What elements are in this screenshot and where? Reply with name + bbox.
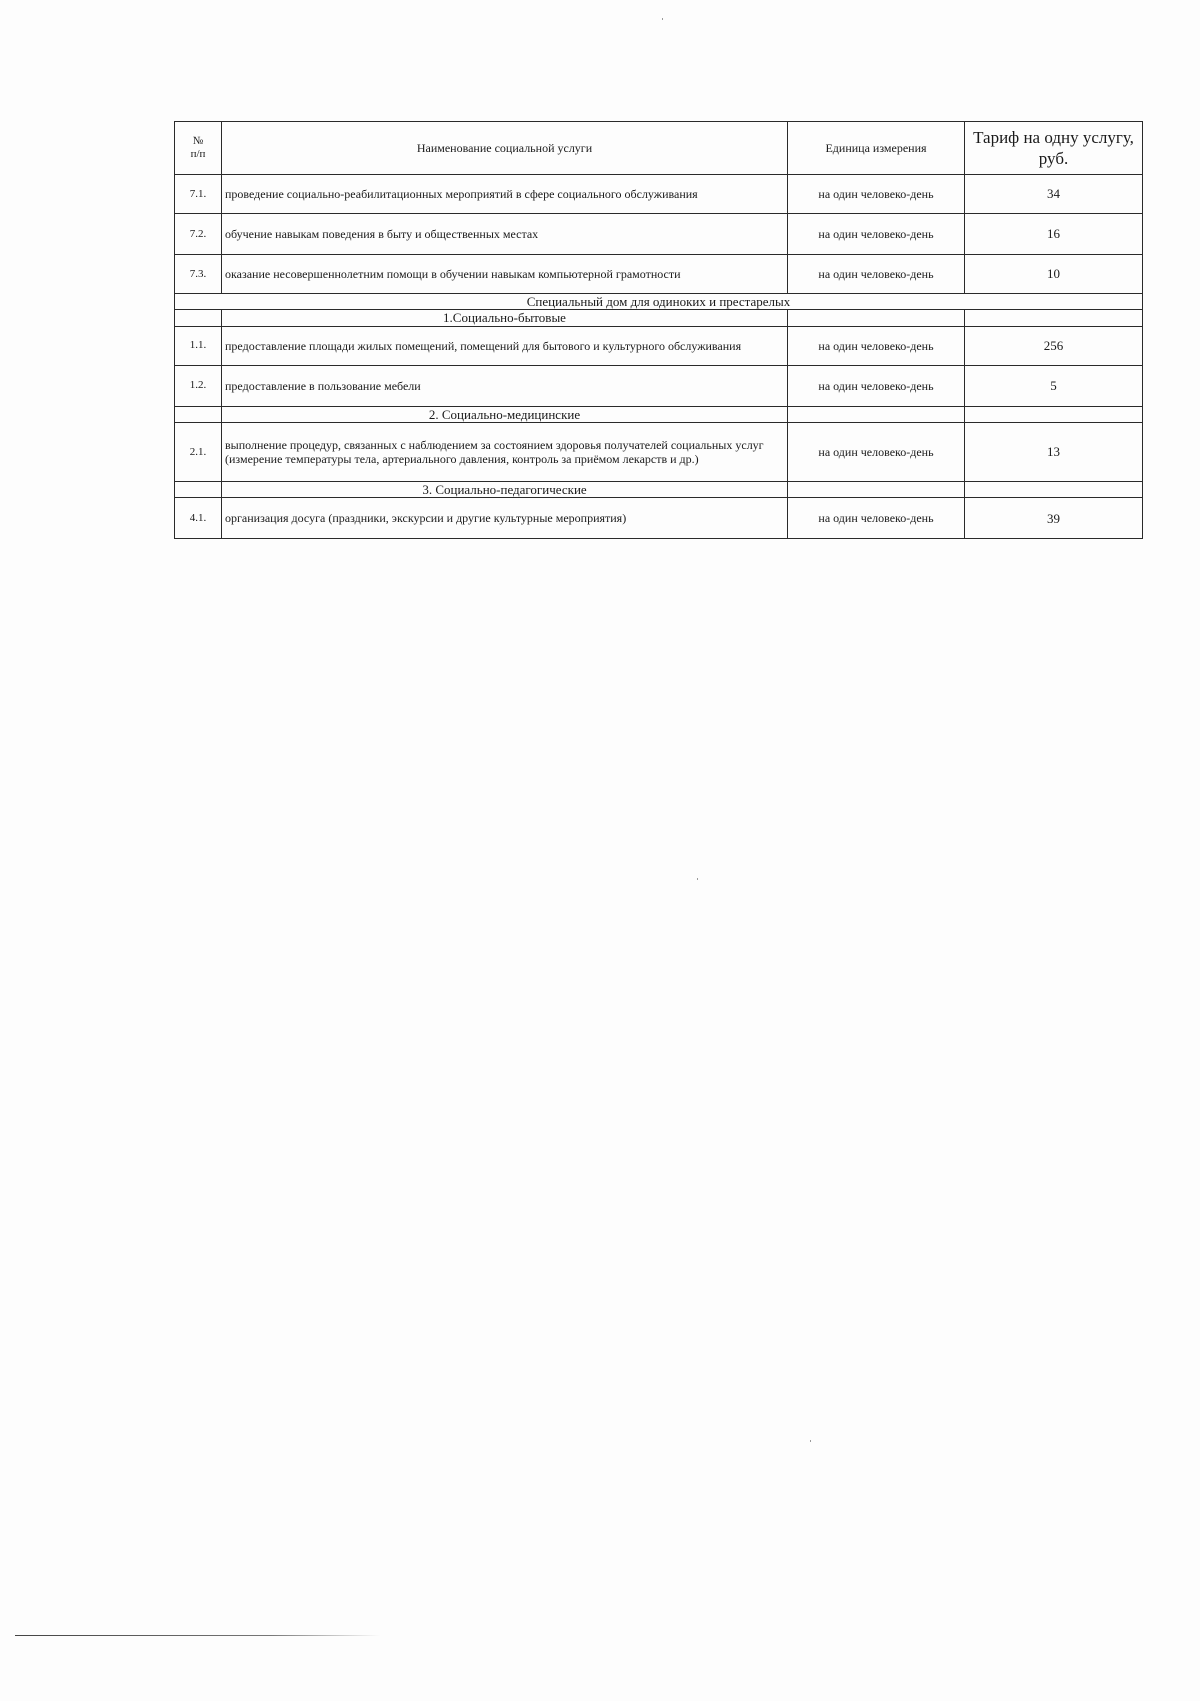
header-unit: Единица измерения <box>788 122 965 175</box>
row-price: 10 <box>965 255 1143 294</box>
section-empty-cell <box>175 406 222 422</box>
institution-title: Специальный дом для одиноких и престарелых <box>175 294 1143 310</box>
row-price: 39 <box>965 498 1143 539</box>
row-number: 7.1. <box>175 175 222 214</box>
row-price: 34 <box>965 175 1143 214</box>
table-row <box>175 326 1143 365</box>
section-empty-cell <box>788 406 965 422</box>
section-title: 2. Социально-медицинские <box>222 406 788 422</box>
table-header-row <box>175 122 1143 175</box>
section-empty-cell <box>965 406 1143 422</box>
row-unit: на один человеко-день <box>788 326 965 365</box>
section-empty-cell <box>175 481 222 497</box>
row-unit: на один человеко-день <box>788 498 965 539</box>
row-unit: на один человеко-день <box>788 365 965 406</box>
section-title: 1.Социально-бытовые <box>222 310 788 326</box>
row-service-name: проведение социально-реабилитационных мероприятий в сфере социального обслуживания <box>222 175 788 214</box>
row-price: 13 <box>965 422 1143 481</box>
row-number: 4.1. <box>175 498 222 539</box>
table-row <box>175 214 1143 255</box>
row-price: 5 <box>965 365 1143 406</box>
section-header-row <box>175 481 1143 497</box>
row-price: 16 <box>965 214 1143 255</box>
table-row <box>175 175 1143 214</box>
row-service-name: оказание несовершеннолетним помощи в обучении навыкам компьютерной грамотности <box>222 255 788 294</box>
table-row <box>175 498 1143 539</box>
row-service-name: организация досуга (праздники, экскурсии и другие культурные мероприятия) <box>222 498 788 539</box>
row-service-name: предоставление в пользование мебели <box>222 365 788 406</box>
table-row <box>175 422 1143 481</box>
table-row <box>175 365 1143 406</box>
scan-speck <box>697 878 698 880</box>
section-empty-cell <box>965 481 1143 497</box>
scan-speck <box>810 1440 811 1442</box>
row-number: 2.1. <box>175 422 222 481</box>
tariff-table <box>174 121 1143 539</box>
header-service-name: Наименование социальной услуги <box>222 122 788 175</box>
row-number: 1.1. <box>175 326 222 365</box>
row-number: 1.2. <box>175 365 222 406</box>
row-unit: на один человеко-день <box>788 422 965 481</box>
scan-artifact-line <box>15 1635 380 1636</box>
row-service-name: обучение навыкам поведения в быту и общественных местах <box>222 214 788 255</box>
row-service-name: выполнение процедур, связанных с наблюдением за состоянием здоровья получателей социальных услуг (измерение температуры тела, артериального давления, контроль за приёмом лекарств и др.) <box>222 422 788 481</box>
institution-title-row <box>175 294 1143 310</box>
section-empty-cell <box>788 481 965 497</box>
row-price: 256 <box>965 326 1143 365</box>
row-number: 7.2. <box>175 214 222 255</box>
header-price: Тариф на одну услугу, руб. <box>965 122 1143 175</box>
table-row <box>175 255 1143 294</box>
section-empty-cell <box>965 310 1143 326</box>
row-unit: на один человеко-день <box>788 255 965 294</box>
section-title: 3. Социально-педагогические <box>222 481 788 497</box>
row-unit: на один человеко-день <box>788 214 965 255</box>
section-empty-cell <box>175 310 222 326</box>
scan-speck <box>662 18 663 20</box>
section-header-row <box>175 406 1143 422</box>
header-number: № п/п <box>175 122 222 175</box>
row-unit: на один человеко-день <box>788 175 965 214</box>
section-header-row <box>175 310 1143 326</box>
section-empty-cell <box>788 310 965 326</box>
row-number: 7.3. <box>175 255 222 294</box>
row-service-name: предоставление площади жилых помещений, помещений для бытового и культурного обслуживания <box>222 326 788 365</box>
